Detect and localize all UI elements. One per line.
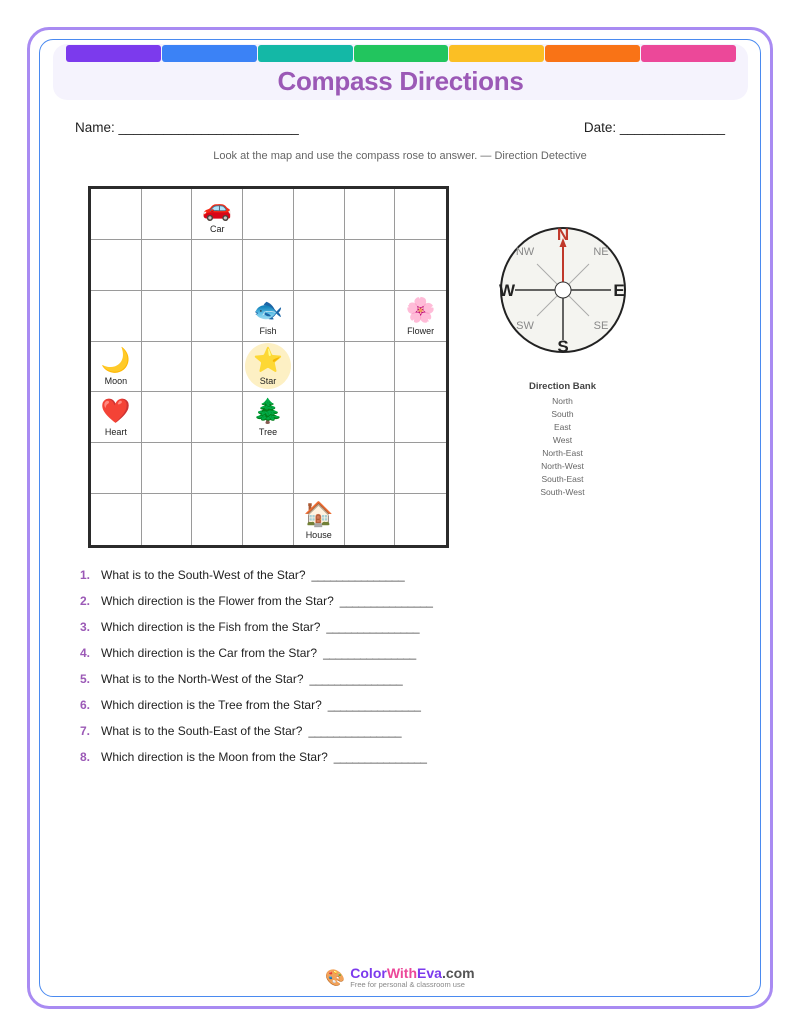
map-cell: [192, 240, 243, 291]
map-cell: [243, 494, 294, 545]
direction-bank-item: South-West: [540, 487, 585, 497]
date-field[interactable]: Date: ______________: [583, 120, 725, 135]
answer-blank[interactable]: _______________: [327, 698, 421, 712]
question-number: 3.: [80, 620, 91, 634]
map-item-label: Heart: [104, 427, 127, 438]
map-cell: [192, 494, 243, 545]
map-cell: [91, 240, 142, 291]
map-cell: [192, 443, 243, 494]
map-cell: [192, 342, 243, 393]
direction-bank: [500, 381, 625, 499]
map-cell: [243, 392, 294, 443]
question-text: What is to the South-West of the Star?: [101, 568, 306, 582]
map-cell: [345, 392, 396, 443]
map-cell: [142, 392, 193, 443]
question-text: Which direction is the Fish from the Star?: [101, 620, 321, 634]
map-cell: [395, 443, 446, 494]
name-field[interactable]: Name: ________________________: [75, 120, 299, 135]
question-item: [80, 594, 432, 620]
palette-icon: 🎨: [325, 968, 346, 987]
map-cell: [345, 494, 396, 545]
map-grid: [88, 186, 449, 548]
question-item: [80, 672, 432, 698]
question-number: 6.: [80, 698, 91, 712]
answer-blank[interactable]: _______________: [339, 594, 433, 608]
compass-ne: NE: [593, 246, 609, 258]
map-cell: [243, 291, 294, 342]
car-icon: 🚗: [202, 193, 233, 222]
footer-tagline: Free for personal & classroom use: [350, 980, 465, 989]
question-list: [80, 568, 432, 776]
map-cell: [294, 291, 345, 342]
question-item: [80, 568, 432, 594]
map-cell: [142, 240, 193, 291]
question-text: Which direction is the Moon from the Star?: [101, 750, 328, 764]
answer-blank[interactable]: _______________: [308, 724, 402, 738]
answer-blank[interactable]: _______________: [311, 568, 405, 582]
answer-blank[interactable]: _______________: [323, 646, 416, 660]
color-bar-segment: [354, 45, 449, 62]
map-cell: [294, 240, 345, 291]
direction-bank-title: Direction Bank: [528, 381, 597, 392]
color-bar-segment: [66, 45, 161, 62]
direction-bank-item: North: [552, 396, 573, 406]
question-number: 4.: [80, 646, 91, 660]
map-cell: [91, 443, 142, 494]
map-cell: [395, 240, 446, 291]
color-bar-segment: [258, 45, 353, 62]
compass-e: E: [613, 281, 625, 300]
map-cell: [294, 494, 345, 545]
map-cell: [243, 189, 294, 240]
direction-bank-item: East: [553, 422, 571, 432]
direction-bank-item: South: [551, 409, 574, 419]
map-cell: [192, 291, 243, 342]
map-cell: [91, 189, 142, 240]
compass-se: SE: [593, 320, 609, 332]
map-cell: [395, 342, 446, 393]
compass-sw: SW: [516, 320, 534, 332]
map-item-label: House: [305, 529, 332, 540]
instructions: Look at the map and use the compass rose to answer. — Direction Detective: [213, 150, 587, 162]
map-item-label: Tree: [258, 427, 278, 438]
footer: [0, 966, 800, 989]
map-cell: [395, 392, 446, 443]
map-cell: [294, 392, 345, 443]
question-item: [80, 698, 432, 724]
map-item-label: Flower: [407, 325, 435, 336]
heart-icon: ❤️: [100, 397, 131, 426]
map-cell: [142, 342, 193, 393]
direction-bank-item: North-East: [542, 448, 583, 458]
map-cell: [395, 291, 446, 342]
fish-icon: 🐟: [253, 295, 283, 324]
map-cell: [192, 392, 243, 443]
map-cell: [395, 189, 446, 240]
color-bar-segment: [641, 45, 736, 62]
tree-icon: 🌲: [253, 397, 283, 426]
question-text: Which direction is the Flower from the Star?: [101, 594, 334, 608]
question-item: [80, 620, 432, 646]
moon-icon: 🌙: [100, 346, 131, 375]
compass-w: W: [498, 281, 516, 300]
map-cell: [91, 291, 142, 342]
answer-blank[interactable]: _______________: [309, 672, 403, 686]
map-cell: [142, 494, 193, 545]
question-number: 2.: [80, 594, 91, 608]
house-icon: 🏠: [303, 499, 334, 528]
map-cell: [294, 189, 345, 240]
map-cell: [345, 342, 396, 393]
map-item-label: Fish: [259, 325, 277, 336]
map-cell: [345, 443, 396, 494]
question-item: [80, 724, 432, 750]
map-cell: [243, 443, 294, 494]
map-cell: [142, 443, 193, 494]
map-cell: [142, 291, 193, 342]
star-icon: ⭐: [253, 346, 283, 375]
map-item-label: Moon: [104, 376, 128, 387]
map-cell: [345, 291, 396, 342]
question-number: 8.: [80, 750, 91, 764]
question-item: [80, 646, 432, 672]
compass-rose-icon: [495, 222, 631, 358]
map-item-label: Car: [210, 223, 225, 234]
map-cell: [91, 494, 142, 545]
compass-nw: NW: [515, 246, 535, 258]
color-bar-segment: [545, 45, 640, 62]
page-title: Compass Directions: [277, 66, 524, 96]
direction-bank-item: South-East: [541, 474, 584, 484]
color-bar-segment: [449, 45, 544, 62]
map-cell: [192, 189, 243, 240]
question-item: [80, 750, 432, 776]
answer-blank[interactable]: _______________: [333, 750, 427, 764]
question-number: 5.: [80, 672, 91, 686]
map-cell: [91, 342, 142, 393]
direction-bank-item: North-West: [541, 461, 584, 471]
map-cell: [91, 392, 142, 443]
question-text: What is to the North-West of the Star?: [101, 672, 304, 686]
map-cell: [395, 494, 446, 545]
map-cell: [345, 189, 396, 240]
rainbow-color-bar: [66, 45, 736, 62]
question-number: 7.: [80, 724, 91, 738]
map-cell: [142, 189, 193, 240]
map-cell: [345, 240, 396, 291]
question-text: What is to the South-East of the Star?: [101, 724, 303, 738]
compass-s: S: [557, 337, 569, 356]
compass-n: N: [556, 225, 570, 244]
question-text: Which direction is the Tree from the Star?: [101, 698, 322, 712]
map-cell: [243, 342, 294, 393]
map-cell: [294, 342, 345, 393]
color-bar-segment: [162, 45, 257, 62]
map-cell: [294, 443, 345, 494]
direction-bank-item: West: [552, 435, 573, 445]
map-cell: [243, 240, 294, 291]
answer-blank[interactable]: _______________: [326, 620, 420, 634]
map-item-label: Star: [259, 376, 277, 387]
question-text: Which direction is the Car from the Star?: [101, 646, 318, 660]
question-number: 1.: [80, 568, 91, 582]
brand-logo[interactable]: ColorWithEva.com: [350, 965, 475, 981]
flower-icon: 🌸: [405, 295, 436, 324]
